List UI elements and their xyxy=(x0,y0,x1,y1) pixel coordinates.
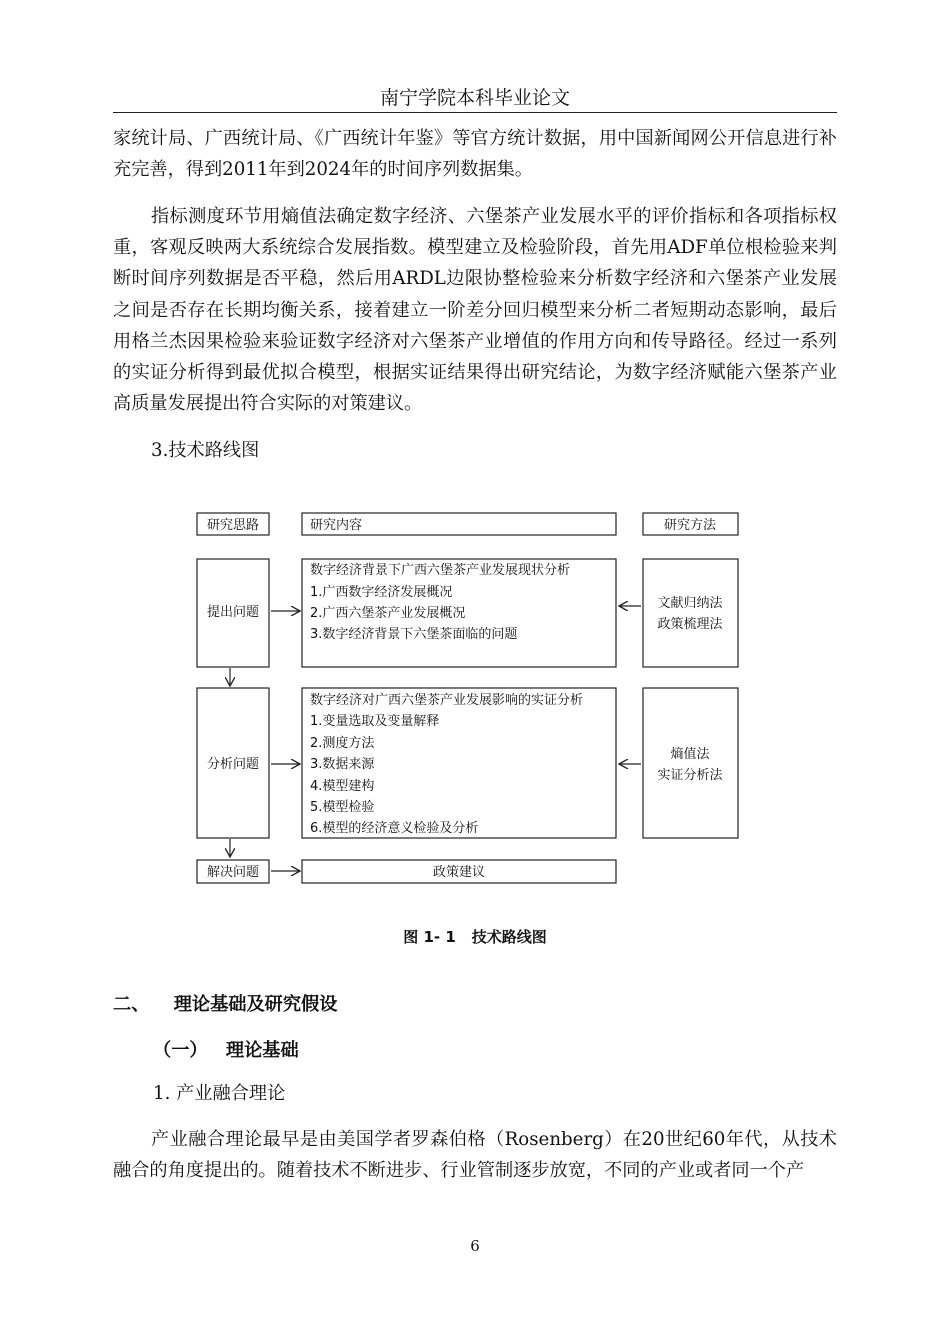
stage3-content: 政策建议 xyxy=(432,865,486,880)
stage1-method: 政策梳理法 xyxy=(657,617,723,632)
stage2-item: 4.模型建构 xyxy=(310,779,375,794)
stage1-item: 1.广西数字经济发展概况 xyxy=(310,585,453,600)
stage2-method-box xyxy=(643,688,738,838)
figure-label: 图 1- 1 xyxy=(403,928,456,946)
stage2-content-title: 数字经济对广西六堡茶产业发展影响的实证分析 xyxy=(310,693,584,708)
paragraph-industry-convergence: 产业融合理论最早是由美国学者罗森伯格（Rosenberg）在20世纪60年代，从技术融合的角度提出的。随着技术不断进步、行业管制逐步放宽，不同的产业或者同一个产 xyxy=(113,1129,837,1182)
stage3-left-label: 解决问题 xyxy=(206,865,260,880)
stage2-left-label: 分析问题 xyxy=(206,757,260,772)
stage2-item: 3.数据来源 xyxy=(310,757,375,772)
heading-level2 xyxy=(113,992,337,1018)
stage2-item: 6.模型的经济意义检验及分析 xyxy=(310,821,479,836)
paragraph-data-sources: 家统计局、广西统计局、《广西统计年鉴》等官方统计数据，用中国新闻网公开信息进行补充完善，得到2011年到2024年的时间序列数据集。 xyxy=(113,128,837,181)
section-tech-roadmap: 3.技术路线图 xyxy=(151,440,260,461)
heading-level3-number: （一） xyxy=(153,1040,208,1061)
heading-level2-number: 二、 xyxy=(113,994,150,1015)
heading-level3 xyxy=(153,1038,299,1064)
figure-title: 技术路线图 xyxy=(471,928,547,946)
header-research-content: 研究内容 xyxy=(310,518,363,533)
header-rule xyxy=(113,112,837,113)
stage1-content-title: 数字经济背景下广西六堡茶产业发展现状分析 xyxy=(310,563,571,578)
figure-caption xyxy=(0,926,950,948)
stage1-item: 3.数字经济背景下六堡茶面临的问题 xyxy=(310,627,518,642)
stage1-method: 文献归纳法 xyxy=(657,596,723,611)
header-research-idea: 研究思路 xyxy=(206,518,260,533)
stage2-item: 5.模型检验 xyxy=(310,800,375,815)
paragraph-methodology: 指标测度环节用熵值法确定数字经济、六堡茶产业发展水平的评价指标和各项指标权重，客观反映两大系统综合发展指数。模型建立及检验阶段，首先用ADF单位根检验来判断时间序列数据是否平稳，然后用ARDL边限协整检验来分析数字经济和六堡茶产业发展之间是否存在长期均衡关系，接着建立一阶差分回归模型来分析二者短期动态影响，最后用格兰杰因果检验来验证数字经济对六堡茶产业增值的作用方向和传导路径。经过一系列的实证分析得到最优拟合模型，根据实证结果得出研究结论，为数字经济赋能六堡茶产业高质量发展提出符合实际的对策建议。 xyxy=(113,206,837,415)
technical-roadmap-diagram xyxy=(0,500,950,920)
page-header: 南宁学院本科毕业论文 xyxy=(379,87,570,109)
page-number: 6 xyxy=(470,1237,480,1255)
header-research-method: 研究方法 xyxy=(663,518,717,533)
heading-level2-text: 理论基础及研究假设 xyxy=(173,994,338,1015)
stage1-left-label: 提出问题 xyxy=(206,605,260,620)
stage2-item: 2.测度方法 xyxy=(310,736,375,751)
heading-level3-text: 理论基础 xyxy=(225,1040,299,1061)
heading-level4: 1. 产业融合理论 xyxy=(153,1083,286,1104)
stage2-item: 1.变量选取及变量解释 xyxy=(310,714,440,729)
stage1-method-box xyxy=(643,559,738,667)
stage2-method: 实证分析法 xyxy=(657,768,723,783)
stage2-method: 熵值法 xyxy=(670,747,710,762)
stage1-item: 2.广西六堡茶产业发展概况 xyxy=(310,606,466,621)
